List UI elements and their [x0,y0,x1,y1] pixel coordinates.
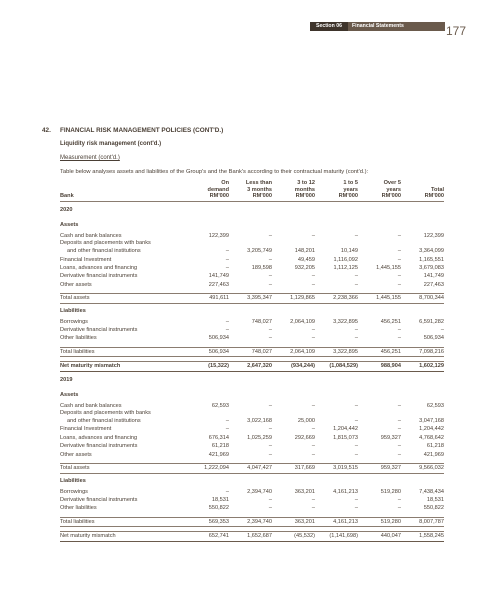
subtitle: Liquidity risk management (cont'd.) [60,141,162,147]
table-cell: – [225,248,229,255]
table-cell: – [397,273,401,280]
table-cell: 25,000 [297,418,315,425]
table-cell: 1,116,092 [333,256,358,263]
row-deposits-placements-line1 [60,410,444,417]
row-label: Net maturity mismatch [60,532,186,541]
table-cell: 1,204,442 [419,426,444,433]
row-label: Other assets [60,451,92,458]
table-cell: – [311,451,315,458]
table-cell: 4,768,642 [419,434,444,441]
table-cell: 569,353 [186,517,229,526]
column-header-total: Total RM'000 [401,180,444,201]
table-cell: 1,445,155 [376,265,401,271]
row-financial-investment [60,425,444,433]
table-cell: 2,394,740 [229,517,272,526]
table-cell: 18,531 [426,496,444,503]
page-number: 177 [446,24,467,38]
table-cell: – [311,281,315,288]
column-header-less-than-3-months: Less than 3 months RM'000 [229,180,272,201]
table-cell: – [397,426,401,433]
row-derivative-assets [60,272,444,280]
table-cell: 2,238,366 [315,294,358,303]
column-header-3-to-12-months: 3 to 12 months RM'000 [272,180,315,201]
table-cell: – [397,402,401,409]
table-cell: – [268,273,272,280]
assets-heading-label: Assets [60,221,79,228]
table-cell: 61,218 [211,443,229,450]
table-cell: – [397,281,401,288]
row-label: Other assets [60,281,92,288]
table-cell: – [225,318,229,325]
table-cell: – [354,496,358,503]
table-cell: 959,327 [358,464,401,473]
row-other-assets [60,281,444,289]
row-label: Total liabilities [60,347,186,356]
table-cell: – [354,443,358,450]
table-cell: – [354,281,358,288]
table-cell: – [354,232,358,239]
table-cell: 122,399 [423,232,444,239]
table-cell: 456,251 [358,347,401,356]
row-deposits-placements [60,417,444,425]
table-cell: 748,027 [251,318,272,325]
year-heading [60,201,444,218]
table-cell: – [354,327,358,334]
table-cell: 1,129,865 [272,294,315,303]
table-cell: 363,201 [272,517,315,526]
table-cell: – [397,496,401,503]
table-cell: 8,007,787 [401,517,444,526]
assets-heading [60,388,444,402]
table-cell: – [397,443,401,450]
row-label: Cash and bank balances [60,402,122,409]
table-cell: 652,741 [186,532,229,541]
table-cell: 959,327 [380,434,401,441]
row-borrowings [60,318,444,326]
row-label: Derivative financial instruments [60,327,138,334]
table-cell: 141,749 [423,273,444,280]
table-cell: 3,322,895 [315,347,358,356]
row-label: Net maturity mismatch [60,362,186,371]
table-cell: – [397,505,401,512]
table-cell: 4,161,213 [333,488,358,495]
table-cell: 2,394,740 [247,488,272,495]
table-cell: – [311,496,315,503]
table-cell: 62,593 [426,402,444,409]
table-cell: 3,679,083 [419,265,444,271]
table-cell: – [354,335,358,342]
row-other-assets [60,451,444,459]
table-cell: 141,749 [208,273,229,280]
table-cell: 1,222,094 [186,464,229,473]
table-cell: 2,647,320 [229,362,272,371]
table-cell: 3,022,168 [247,418,272,425]
row-label: Derivative financial instruments [60,496,138,503]
row-financial-investment [60,256,444,264]
note-title: FINANCIAL RISK MANAGEMENT POLICIES (CONT'D.) [60,127,224,134]
section-2020 [60,201,444,371]
table-cell: – [225,265,229,271]
table-cell: – [268,496,272,503]
table-cell: 421,969 [208,451,229,458]
row-total-liabilities [60,517,444,526]
table-cell: 3,019,515 [315,464,358,473]
page-header [0,0,480,40]
table-cell: 4,161,213 [315,517,358,526]
column-header-bank: Bank [60,180,186,201]
row-derivative-liabilities [60,496,444,504]
liabilities-heading [60,303,444,318]
table-cell: – [268,256,272,263]
table-cell: – [311,402,315,409]
table-cell: – [268,232,272,239]
row-total-assets [60,294,444,303]
table-cell: 932,205 [294,265,315,271]
table-cell: 1,204,442 [333,426,358,433]
table-cell: – [268,327,272,334]
table-cell: 7,438,434 [419,488,444,495]
table-cell: – [311,273,315,280]
table-cell: 1,445,155 [358,294,401,303]
column-header-1-to-5-years: 1 to 5 years RM'000 [315,180,358,201]
row-label: Loans, advances and financing [60,434,138,441]
table-cell: 9,566,032 [401,464,444,473]
table-cell: – [225,426,229,433]
table-cell: 506,934 [423,335,444,342]
maturity-table [60,180,444,542]
table-cell: 61,218 [426,443,444,450]
year-heading-label: 2019 [60,376,73,383]
table-cell: – [354,505,358,512]
table-cell: – [268,335,272,342]
row-label: and other financial institutions [67,418,141,425]
table-cell: 2,064,109 [290,318,315,325]
table-cell: 62,593 [211,402,229,409]
row-derivative-liabilities [60,326,444,334]
note-heading [42,127,223,134]
row-total-assets [60,464,444,473]
table-cell: 3,047,168 [419,418,444,425]
table-cell: (934,244) [272,362,315,371]
table-cell: – [311,232,315,239]
table-cell: 227,463 [423,281,444,288]
assets-heading [60,218,444,232]
table-cell: – [268,426,272,433]
table-cell: – [311,327,315,334]
intro-text: Table below analyses assets and liabilities of the Group's and the Bank's according to their contractual maturity (cont'd.): [60,169,369,175]
row-borrowings [60,488,444,496]
table-cell: – [354,451,358,458]
table-cell: – [268,451,272,458]
section-2019 [60,371,444,541]
table-cell: 1,602,129 [401,362,444,371]
year-heading [60,371,444,388]
row-label: Derivative financial instruments [60,443,138,450]
table-cell: 519,280 [380,488,401,495]
table-cell: 1,165,551 [419,256,444,263]
section-title: Financial Statements [352,23,404,29]
table-cell: 748,027 [229,347,272,356]
row-label: Borrowings [60,318,88,325]
table-cell: (45,532) [272,532,315,541]
table-cell: – [397,335,401,342]
table-cell: – [397,256,401,263]
row-net-maturity-mismatch [60,532,444,541]
table-cell: – [268,281,272,288]
table-cell: – [397,327,401,334]
table-cell: 18,531 [211,496,229,503]
row-label: Other liabilities [60,505,97,512]
table-cell: 8,700,344 [401,294,444,303]
table-cell: 421,969 [423,451,444,458]
table-cell: 148,201 [294,248,315,255]
table-cell: – [397,232,401,239]
row-label: Financial Investment [60,426,112,433]
table-cell: 1,558,245 [401,532,444,541]
table-cell: 440,047 [358,532,401,541]
row-label: Other liabilities [60,335,97,342]
row-label: Loans, advances and financing [60,265,138,271]
table-cell: 1,815,073 [333,434,358,441]
table-cell: – [225,418,229,425]
table-cell: 122,399 [208,232,229,239]
table-cell: 988,904 [358,362,401,371]
row-label: Total liabilities [60,517,186,526]
table-cell: – [440,327,444,334]
row-net-maturity-mismatch [60,362,444,371]
row-deposits-placements-line1 [60,240,444,247]
table-cell: – [311,443,315,450]
table-cell: – [354,418,358,425]
table-cell: 1,112,125 [333,265,358,271]
table-cell: – [354,273,358,280]
table-cell: 49,459 [297,256,315,263]
table-cell: – [311,335,315,342]
liabilities-heading [60,473,444,488]
table-cell: – [397,248,401,255]
row-label: Total assets [60,294,186,303]
table-cell: 3,395,347 [229,294,272,303]
assets-heading-label: Assets [60,391,79,398]
table-cell: 4,047,427 [229,464,272,473]
table-cell: 2,064,109 [272,347,315,356]
row-label: Financial Investment [60,256,112,263]
table-cell: – [397,451,401,458]
table-cell: – [311,505,315,512]
column-header-on-demand: On demand RM'000 [186,180,229,201]
table-cell: – [354,402,358,409]
row-deposits-placements [60,247,444,255]
row-label: Deposits and placements with banks [60,410,151,417]
table-cell: 1,025,259 [247,434,272,441]
table-header-row [60,180,444,201]
sub-subtitle: Measurement (cont'd.) [60,155,120,161]
row-label: Deposits and placements with banks [60,240,151,247]
table-cell: 3,364,099 [419,248,444,255]
row-label: Total assets [60,464,186,473]
row-label: and other financial institutions [67,248,141,255]
row-other-liabilities [60,334,444,342]
column-header-over-5-years: Over 5 years RM'000 [358,180,401,201]
table-cell: 317,669 [272,464,315,473]
row-label: Borrowings [60,488,88,495]
row-cash-bank-balances [60,232,444,240]
note-number: 42. [42,127,51,134]
table-cell: 227,463 [208,281,229,288]
table-cell: – [268,505,272,512]
table-cell: – [268,402,272,409]
row-loans-advances [60,264,444,272]
table-cell: 506,934 [208,335,229,342]
table-cell: – [311,426,315,433]
table-cell: 363,201 [294,488,315,495]
table-cell: 1,652,687 [229,532,272,541]
row-derivative-assets [60,442,444,450]
table-cell: (1,141,698) [315,532,358,541]
row-other-liabilities [60,504,444,512]
table-cell: 550,822 [208,505,229,512]
table-cell: 10,149 [340,248,358,255]
table-cell: 506,934 [186,347,229,356]
liabilities-heading-label: Liabilities [60,477,86,484]
table-cell: 550,822 [423,505,444,512]
table-cell: – [397,418,401,425]
table-cell: 676,314 [208,434,229,441]
row-cash-bank-balances [60,402,444,410]
row-loans-advances [60,434,444,442]
table-cell: – [268,443,272,450]
year-heading-label: 2020 [60,206,73,213]
table-cell: – [225,327,229,334]
table-cell: 519,280 [358,517,401,526]
table-cell: 189,598 [251,265,272,271]
table-cell: 3,322,895 [333,318,358,325]
table-cell: (15,322) [186,362,229,371]
table-cell: 292,669 [294,434,315,441]
row-label: Cash and bank balances [60,232,122,239]
liabilities-heading-label: Liabilities [60,307,86,314]
row-label: Derivative financial instruments [60,273,138,280]
table-cell: 491,611 [186,294,229,303]
table-cell: 7,098,216 [401,347,444,356]
table-cell: 456,251 [380,318,401,325]
table-cell: 3,205,749 [247,248,272,255]
table-cell: (1,084,529) [315,362,358,371]
table-cell: – [225,256,229,263]
table-cell: – [225,488,229,495]
row-total-liabilities [60,347,444,356]
table-cell: 6,591,282 [419,318,444,325]
section-label: Section 06 [310,22,348,31]
